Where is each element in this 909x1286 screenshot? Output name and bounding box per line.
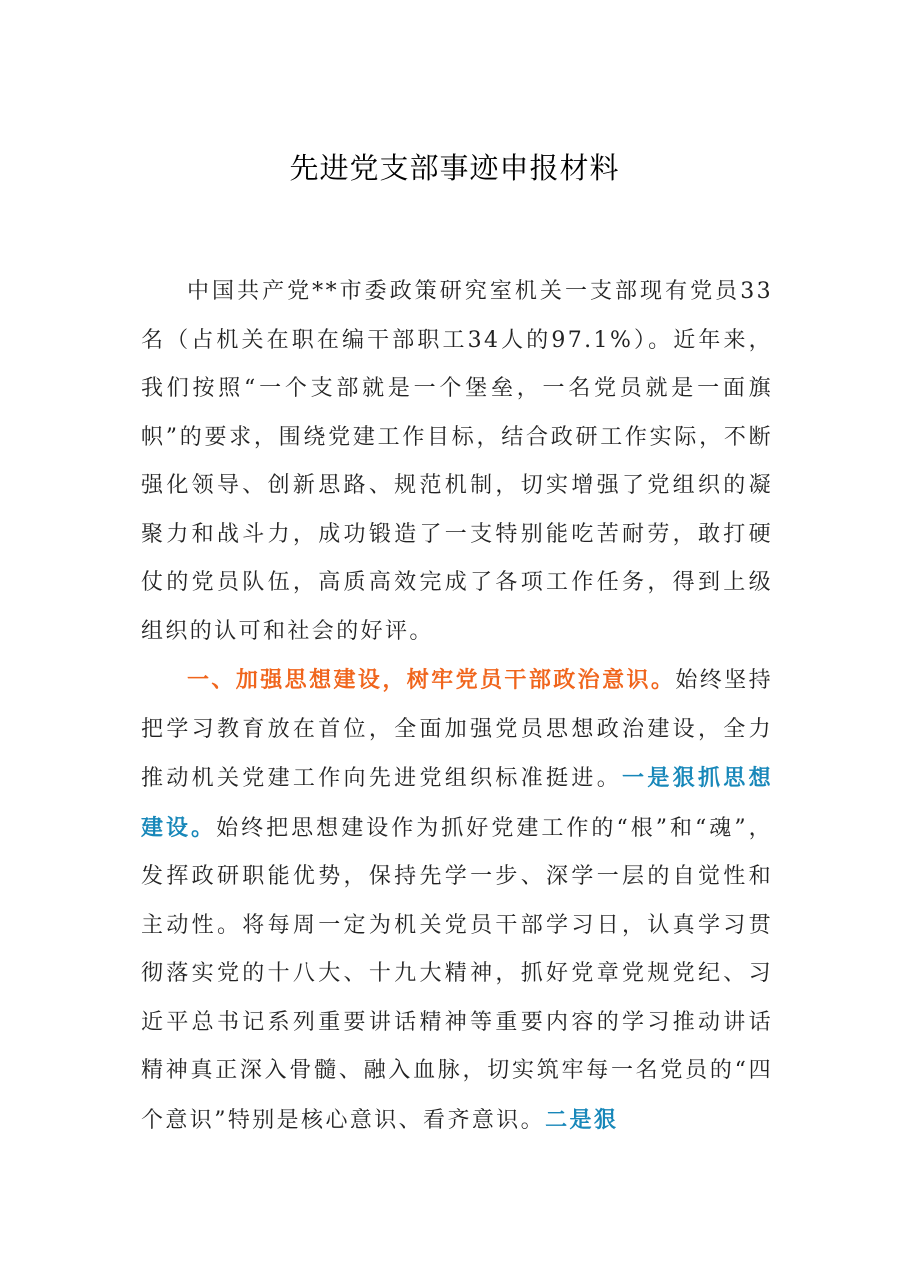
point-1-heading: 一是狠抓思想建设。 (141, 765, 773, 841)
document-body (141, 268, 773, 1145)
point-1-text: 始终把思想建设作为抓好党建工作的“根”和“魂”，发挥政研职能优势，保持先学一步、深学一层的自觉性和主动性。将每周一定为机关党员干部学习日，认真学习贯彻落实党的十八大、十九大精神，抓好党章党规党纪、习近平总书记系列重要讲话精神等重要内容的学习推动讲话精神真正深入骨髓、融入血脉，切实筑牢每一名党员的“四个意识”特别是核心意识、看齐意识。 (141, 815, 774, 1133)
section-1-heading: 一、加强思想建设，树牢党员干部政治意识。 (187, 667, 676, 693)
intro-paragraph: 中国共产党**市委政策研究室机关一支部现有党员33名（占机关在职在编干部职工34人的97.1%）。近年来，我们按照“一个支部就是一个堡垒，一名党员就是一面旗帜”的要求，围绕党建工作目标，结合政研工作实际，不断强化领导、创新思路、规范机制，切实增强了党组织的凝聚力和战斗力，成功锻造了一支特别能吃苦耐劳，敢打硬仗的党员队伍，高质高效完成了各项工作任务，得到上级组织的认可和社会的好评。 (141, 279, 773, 644)
section-1-text: 始终坚持把学习教育放在首位，全面加强党员思想政治建设，全力推动机关党建工作向先进党组织标准挺进。 (141, 668, 773, 791)
document-title: 先进党支部事迹申报材料 (289, 151, 620, 185)
point-2-heading: 二是狠 (545, 1106, 619, 1133)
section-1-paragraph (141, 656, 773, 1145)
